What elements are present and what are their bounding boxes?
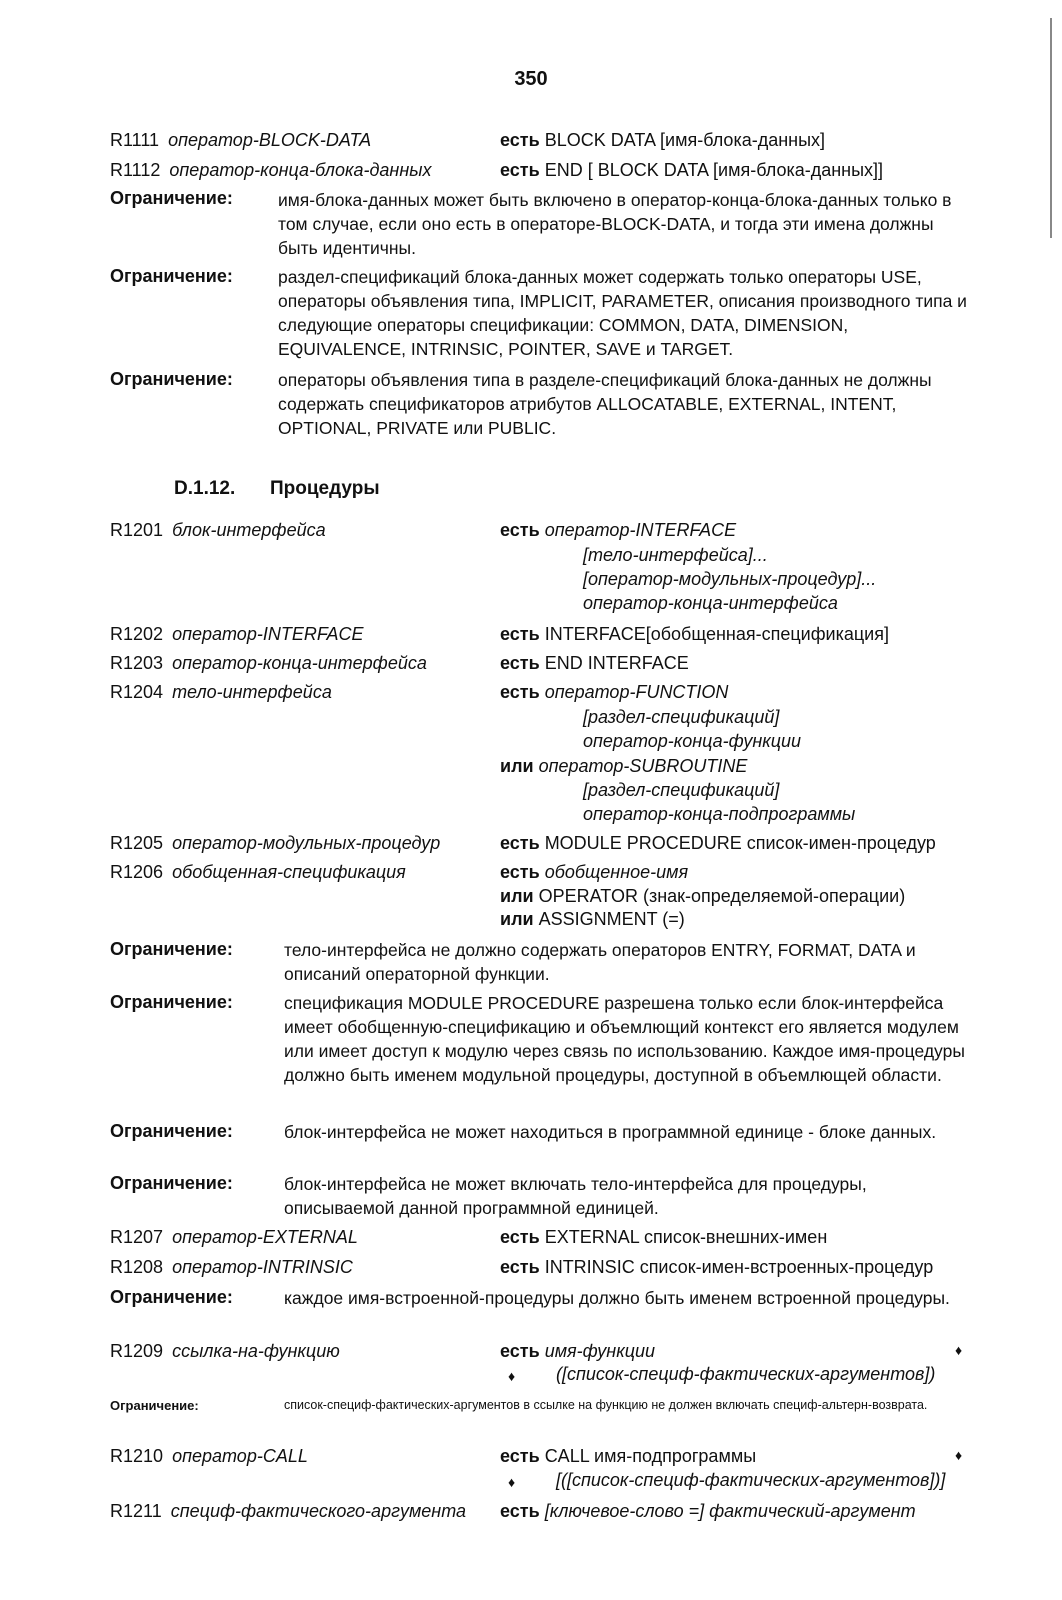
constraint-label: Ограничение: bbox=[110, 1121, 233, 1141]
rule-r1112-definition bbox=[500, 158, 883, 182]
keyword-est: есть bbox=[500, 862, 540, 882]
section-number: D.1.12. bbox=[174, 478, 236, 499]
continuation-mark: ♦ bbox=[508, 1368, 516, 1384]
rule-r1111 bbox=[110, 128, 371, 152]
continuation-mark: ♦ bbox=[955, 1342, 963, 1358]
constraint-text: спецификация MODULE PROCEDURE разрешена только если блок-интерфейса имеет обобщенную-спецификацию и объемлющий контекст его является модулем или имеет доступ к модулю через связь по использованию. Каждое имя-процедуры должно быть именем модульной процедуры, доступной в объемлющей области. bbox=[284, 993, 965, 1085]
keyword-est: есть bbox=[500, 130, 540, 150]
rule-continuation: оператор-конца-интерфейса bbox=[583, 593, 838, 613]
rule-name: обобщенная-спецификация bbox=[172, 862, 406, 882]
keyword-est: есть bbox=[500, 520, 540, 540]
rule-r1201 bbox=[110, 518, 326, 542]
keyword-est: есть bbox=[500, 682, 540, 702]
rule-number: R1202 bbox=[110, 624, 164, 644]
keyword-est: есть bbox=[500, 1341, 540, 1361]
rule-r1112 bbox=[110, 158, 431, 182]
keyword-est: есть bbox=[500, 160, 540, 180]
rule-r1202 bbox=[110, 622, 364, 646]
rule-definition: имя-функции bbox=[544, 1341, 656, 1361]
rule-definition: BLOCK DATA [имя-блока-данных] bbox=[544, 130, 826, 150]
rule-number: R1203 bbox=[110, 653, 164, 673]
rule-definition: оператор-INTERFACE bbox=[544, 520, 737, 540]
rule-r1204 bbox=[110, 680, 332, 704]
rule-definition: CALL имя-подпрограммы bbox=[544, 1446, 757, 1466]
rule-name: оператор-EXTERNAL bbox=[172, 1227, 358, 1247]
rule-r1202-definition bbox=[500, 622, 889, 646]
rule-continuation: [([список-специф-фактических-аргументов])] bbox=[556, 1470, 946, 1490]
rule-definition: ASSIGNMENT (=) bbox=[538, 909, 685, 929]
constraint-text: тело-интерфейса не должно содержать операторов ENTRY, FORMAT, DATA и описаний операторной функции. bbox=[284, 940, 916, 984]
keyword-est: есть bbox=[500, 833, 540, 853]
rule-r1207 bbox=[110, 1225, 358, 1249]
constraint-label: Ограничение: bbox=[110, 188, 233, 208]
constraint-text: операторы объявления типа в разделе-спецификаций блока-данных не должны содержать спецификаторов атрибутов ALLOCATABLE, EXTERNAL, INTENT, OPTIONAL, PRIVATE или PUBLIC. bbox=[278, 370, 932, 438]
rule-name: оператор-INTRINSIC bbox=[172, 1257, 353, 1277]
rule-name: тело-интерфейса bbox=[172, 682, 332, 702]
rule-definition: MODULE PROCEDURE список-имен-процедур bbox=[544, 833, 936, 853]
rule-number: R1206 bbox=[110, 862, 164, 882]
rule-definition: оператор-FUNCTION bbox=[544, 682, 729, 702]
rule-number: R1211 bbox=[110, 1501, 162, 1521]
rule-definition: INTERFACE[обобщенная-спецификация] bbox=[544, 624, 889, 644]
continuation-mark: ♦ bbox=[955, 1447, 963, 1463]
rule-r1203-definition bbox=[500, 651, 689, 675]
rule-name: оператор-BLOCK-DATA bbox=[168, 130, 372, 150]
rule-definition: оператор-SUBROUTINE bbox=[538, 756, 748, 776]
keyword-est: есть bbox=[500, 1446, 540, 1466]
rule-definition: EXTERNAL список-внешних-имен bbox=[544, 1227, 828, 1247]
rule-continuation: ([список-специф-фактических-аргументов]) bbox=[556, 1364, 936, 1384]
rule-r1206-definition bbox=[500, 860, 688, 884]
constraint-text: список-специф-фактических-аргументов в ссылке на функцию не должен включать специф-альтерн-возврата. bbox=[284, 1398, 928, 1412]
page-number: 350 bbox=[514, 68, 548, 90]
rule-name: ссылка-на-функцию bbox=[172, 1341, 340, 1361]
rule-r1206-alternative bbox=[500, 907, 685, 931]
rule-r1211-definition bbox=[500, 1499, 916, 1523]
rule-definition: INTRINSIC список-имен-встроенных-процедур bbox=[544, 1257, 934, 1277]
rule-r1207-definition bbox=[500, 1225, 827, 1249]
rule-number: R1201 bbox=[110, 520, 164, 540]
rule-r1201-definition bbox=[500, 518, 736, 542]
rule-r1209 bbox=[110, 1339, 340, 1363]
keyword-ili: или bbox=[500, 909, 534, 929]
constraint-label: Ограничение: bbox=[110, 1398, 199, 1413]
keyword-est: есть bbox=[500, 1501, 540, 1521]
rule-number: R1205 bbox=[110, 833, 164, 853]
rule-continuation: оператор-конца-подпрограммы bbox=[583, 804, 856, 824]
constraint-text: каждое имя-встроенной-процедуры должно быть именем встроенной процедуры. bbox=[284, 1288, 950, 1308]
rule-r1208 bbox=[110, 1255, 353, 1279]
rule-number: R1204 bbox=[110, 682, 164, 702]
constraint-label: Ограничение: bbox=[110, 992, 233, 1012]
rule-r1203 bbox=[110, 651, 427, 675]
rule-r1211 bbox=[110, 1499, 466, 1523]
rule-name: оператор-модульных-процедур bbox=[172, 833, 441, 853]
rule-r1210 bbox=[110, 1444, 308, 1468]
rule-continuation: [оператор-модульных-процедур]... bbox=[583, 569, 877, 589]
rule-continuation: [раздел-спецификаций] bbox=[583, 707, 780, 727]
rule-definition: END INTERFACE bbox=[544, 653, 689, 673]
rule-r1111-definition bbox=[500, 128, 825, 152]
rule-number: R1208 bbox=[110, 1257, 164, 1277]
rule-continuation: оператор-конца-функции bbox=[583, 731, 802, 751]
rule-name: оператор-конца-блока-данных bbox=[169, 160, 432, 180]
keyword-est: есть bbox=[500, 1257, 540, 1277]
constraint-label: Ограничение: bbox=[110, 939, 233, 959]
rule-number: R1111 bbox=[110, 130, 160, 150]
constraint-text: раздел-спецификаций блока-данных может содержать только операторы USE, операторы объявления типа, IMPLICIT, PARAMETER, описания производного типа и следующие операторы спецификации: COMMON, DATA, DIMENSION, EQUIVALENCE, INTRINSIC, POINTER, SAVE и TARGET. bbox=[278, 267, 967, 359]
constraint-text: имя-блока-данных может быть включено в оператор-конца-блока-данных только в том случае, если оно есть в операторе-BLOCK-DATA, и тогда эти имена должны быть идентичны. bbox=[278, 190, 952, 258]
constraint-text: блок-интерфейса не может находиться в программной единице - блоке данных. bbox=[284, 1122, 937, 1142]
keyword-ili: или bbox=[500, 756, 534, 776]
rule-r1204-definition bbox=[500, 680, 728, 704]
keyword-ili: или bbox=[500, 886, 534, 906]
rule-r1210-definition bbox=[500, 1444, 756, 1468]
rule-number: R1207 bbox=[110, 1227, 164, 1247]
rule-definition: обобщенное-имя bbox=[544, 862, 689, 882]
constraint-label: Ограничение: bbox=[110, 266, 233, 286]
page-edge-line bbox=[1050, 18, 1052, 238]
rule-name: оператор-CALL bbox=[172, 1446, 308, 1466]
keyword-est: есть bbox=[500, 624, 540, 644]
constraint-label: Ограничение: bbox=[110, 1287, 233, 1307]
rule-number: R1210 bbox=[110, 1446, 164, 1466]
rule-r1204-alternative bbox=[500, 754, 747, 778]
rule-r1206 bbox=[110, 860, 406, 884]
rule-name: оператор-INTERFACE bbox=[172, 624, 364, 644]
rule-number: R1112 bbox=[110, 160, 161, 180]
rule-continuation: [раздел-спецификаций] bbox=[583, 780, 780, 800]
section-title: Процедуры bbox=[270, 478, 380, 499]
rule-definition: OPERATOR (знак-определяемой-операции) bbox=[538, 886, 906, 906]
rule-name: блок-интерфейса bbox=[172, 520, 326, 540]
keyword-est: есть bbox=[500, 1227, 540, 1247]
rule-r1205 bbox=[110, 831, 440, 855]
rule-name: оператор-конца-интерфейса bbox=[172, 653, 427, 673]
constraint-label: Ограничение: bbox=[110, 1173, 233, 1193]
rule-definition: END [ BLOCK DATA [имя-блока-данных]] bbox=[544, 160, 884, 180]
rule-number: R1209 bbox=[110, 1341, 164, 1361]
constraint-text: блок-интерфейса не может включать тело-интерфейса для процедуры, описываемой данной программной единицей. bbox=[284, 1174, 867, 1218]
rule-r1206-alternative bbox=[500, 884, 905, 908]
continuation-mark: ♦ bbox=[508, 1474, 516, 1490]
rule-definition: [ключевое-слово =] фактический-аргумент bbox=[544, 1501, 916, 1521]
rule-continuation: [тело-интерфейса]... bbox=[583, 545, 768, 565]
rule-r1209-definition bbox=[500, 1339, 655, 1363]
rule-r1205-definition bbox=[500, 831, 936, 855]
rule-name: специф-фактического-аргумента bbox=[170, 1501, 467, 1521]
constraint-label: Ограничение: bbox=[110, 369, 233, 389]
rule-r1208-definition bbox=[500, 1255, 933, 1279]
keyword-est: есть bbox=[500, 653, 540, 673]
